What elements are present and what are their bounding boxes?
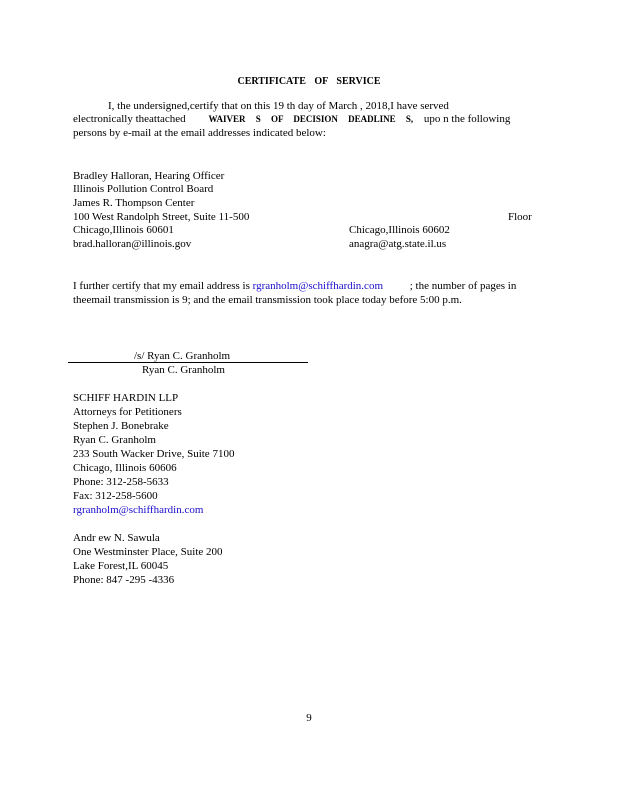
firm-address-2: Chicago, Illinois 60606 [73,462,177,474]
further-line-1 [73,280,516,293]
further-line-1-start: I further certify that my email address is [73,280,250,292]
firm-address-1: 233 South Wacker Drive, Suite 7100 [73,448,235,460]
intro-line-1: I, the undersigned,certify that on this 19 th day of March , 2018,I have served [108,100,449,112]
second-attorney-phone: Phone: 847 -295 -4336 [73,574,175,586]
firm-attorney-1: Stephen J. Bonebrake [73,420,169,432]
recipient-floor: Floor [508,211,532,223]
signature-line [68,362,308,363]
intro-line-2-end: upo n the following [423,113,511,125]
second-attorney-name: Andr ew N. Sawula [73,532,160,544]
firm-name: SCHIFF HARDIN LLP [73,392,179,404]
recipient-line-1: Bradley Halloran, Hearing Officer [73,170,225,182]
page-number: 9 [306,712,312,724]
recipient-email[interactable]: brad.halloran@illinois.gov [73,238,192,250]
recipient-line-4: 100 West Randolph Street, Suite 11-500 [73,211,250,223]
intro-line-2 [73,113,510,126]
firm-email-link[interactable]: rgranholm@schiffhardin.com [73,504,204,516]
waivers-heading: WAIVER S OF DECISION DEADLINE S, [208,114,414,124]
further-line-2: theemail transmission is 9; and the email transmission took place today before 5:00 p.m. [73,294,462,306]
further-line-1-end: ; the number of pages in [409,280,517,292]
firm-fax: Fax: 312-258-5600 [73,490,158,502]
intro-line-2-start: electronically theattached [73,113,186,125]
signature-printed: Ryan C. Granholm [142,364,225,376]
signature-signed: /s/ Ryan C. Granholm [134,350,231,362]
intro-line-3: persons by e-mail at the email addresses indicated below: [73,127,326,139]
firm-attorney-2: Ryan C. Granholm [73,434,156,446]
second-attorney-address-2: Lake Forest,IL 60045 [73,560,169,572]
firm-role: Attorneys for Petitioners [73,406,182,418]
document-title: CERTIFICATE OF SERVICE [237,76,381,87]
firm-phone: Phone: 312-258-5633 [73,476,169,488]
certifier-email-link[interactable]: rgranholm@schiffhardin.com [252,280,383,292]
recipient-right-email[interactable]: anagra@atg.state.il.us [349,238,447,250]
recipient-line-2: Illinois Pollution Control Board [73,183,214,195]
recipient-line-5: Chicago,Illinois 60601 [73,224,174,236]
recipient-right-line-1: Chicago,Illinois 60602 [349,224,450,236]
recipient-line-3: James R. Thompson Center [73,197,195,209]
second-attorney-address-1: One Westminster Place, Suite 200 [73,546,223,558]
